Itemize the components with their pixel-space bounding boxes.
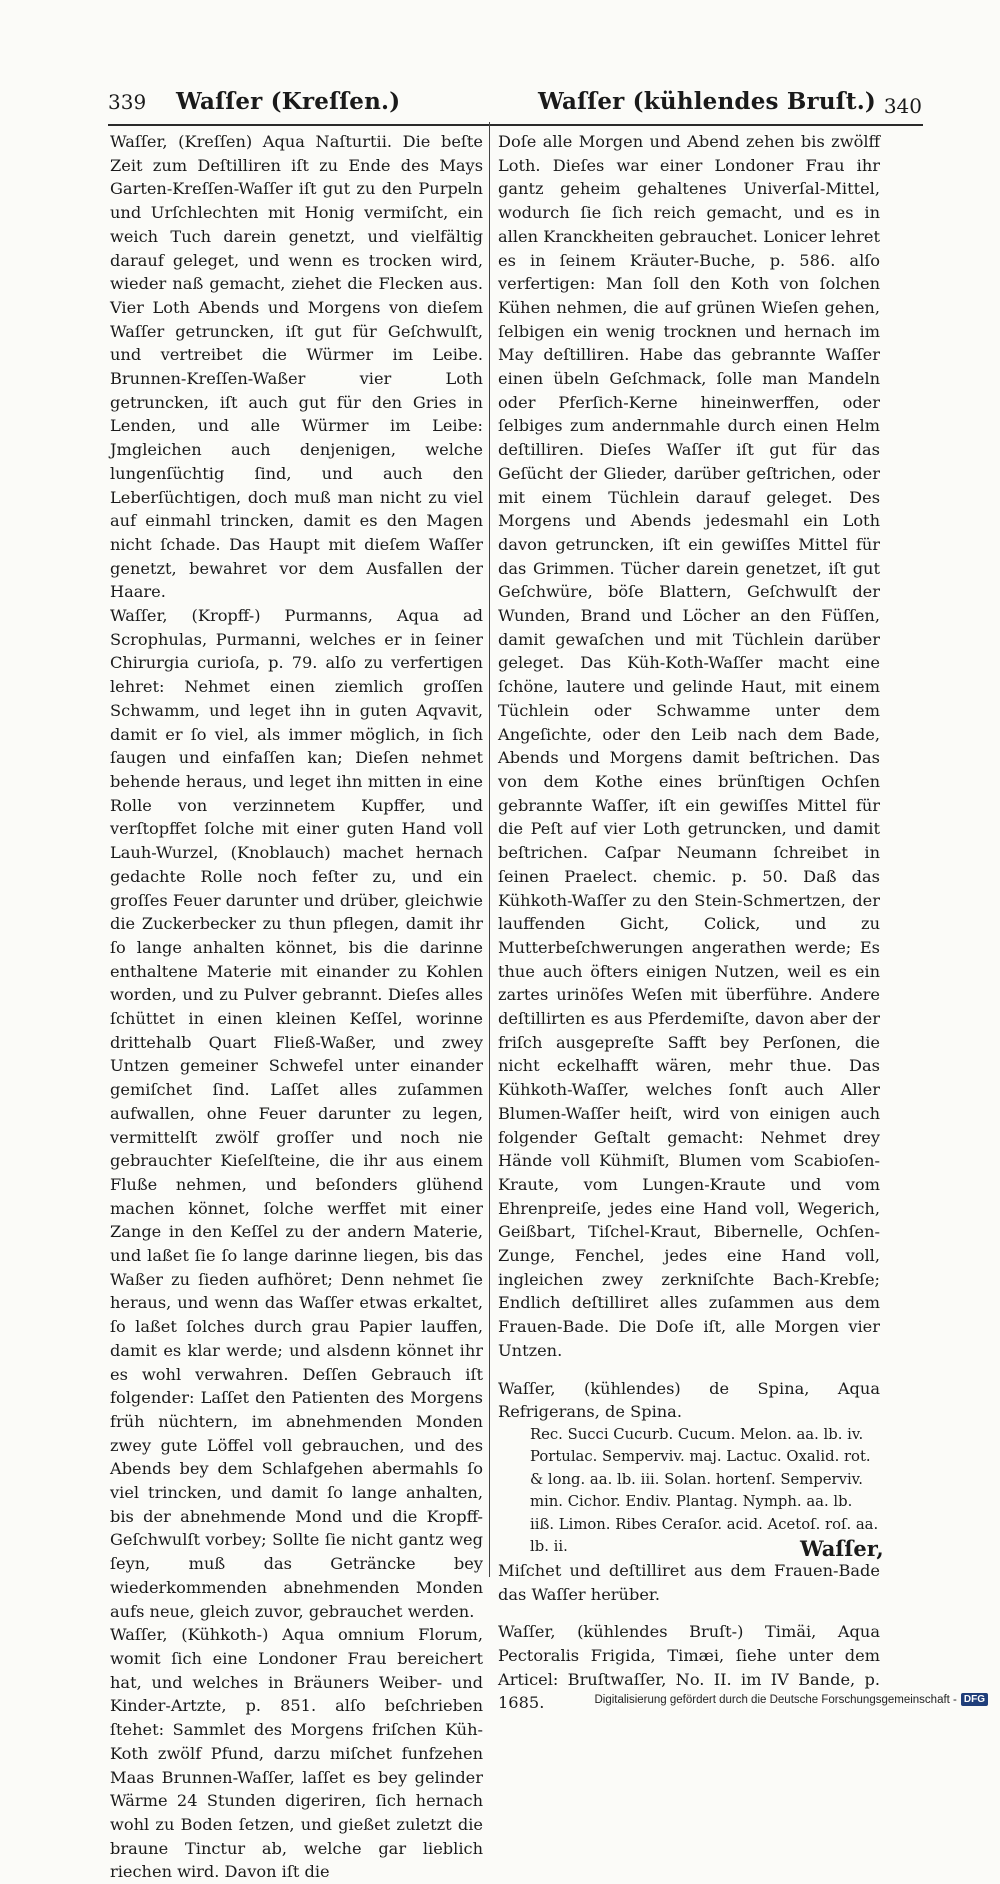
page-number-left: 339 [108,90,147,114]
running-head-left: Waſſer (Kreſſen.) [176,88,401,115]
footer-text: Digitalisierung gefördert durch die Deutsche Forschungsgemeinschaft - [594,1693,957,1706]
running-head-right: Waſſer (kühlendes Bruſt.) [538,88,876,115]
entry-gap [498,1606,880,1620]
right-column [498,130,880,1715]
entry-kuhkoth: Waſſer, (Kühkoth-) Aqua omnium Florum, womit ſich eine Londoner Frau bereichert hat, und welches in Bräuners Weiber- und Kinder-Artzte, p. 851. alſo beſchrieben ſtehet: Sammlet des Morgens friſchen Küh-Koth zwölf Pfund, darzu miſchet funfzehen Maas Brunnen-Waſſer, laſſet es bey gelinder Wärme 24 Stunden digeriren, ſich hernach wohl zu Boden ſetzen, und gießet zuletzt die braune Tinctur ab, welche gar lieblich riechen wird. Davon iſt die [110,1625,483,1882]
entry-spina: Waſſer, (kühlendes) de Spina, Aqua Refrigerans, de Spina. [498,1378,880,1422]
catchword: Waſſer, [800,1536,884,1561]
entry-kressen: Waſſer, (Kreſſen) Aqua Naſturtii. Die beſte Zeit zum Deſtilliren iſt zu Ende des Mays Garten-Kreſſen-Waſſer iſt gut zu den Purpeln und Urſchlechten mit Honig vermiſcht, ein weich Tuch darein genetzt, und vielfältig darauf geleget, und wenn es trocken wird, wieder naß gemacht, ziehet die Flecken aus. Vier Loth Abends und Morgens von dieſem Waſſer getruncken, iſt gut für Geſchwulſt, und vertreibet die Würmer im Leibe. Brunnen-Kreſſen-Waßer vier Loth getruncken, iſt auch gut für den Gries in Lenden, und alle Würmer im Leibe: Jmgleichen auch denjenigen, welche lungenſüchtig ſind, und auch den Leberſüchtigen, doch muß man nicht zu viel auf einmahl trincken, damit es den Magen nicht ſchade. Das Haupt mit dieſem Waſſer genetzt, bewahret vor dem Ausfallen der Haare. [110,132,483,602]
dfg-logo-icon: DFG [961,1693,988,1706]
page-header [108,88,922,122]
entry-spina-tail: Miſchet und deſtilliret aus dem Frauen-Bade das Waſſer herüber. [498,1560,880,1604]
entry-timai: Waſſer, (kühlendes Bruſt-) Timäi, Aqua Pectoralis Frigida, Timæi, ſiehe unter dem Articel: Bruſtwaſſer, No. II. im IV Bande, p. 1685. [498,1622,880,1713]
digitization-footer [594,1693,988,1706]
page-number-right: 340 [883,94,922,118]
recipe-block: Rec. Succi Cucurb. Cucum. Melon. aa. lb. iv. Portulac. Semperviv. maj. Lactuc. Oxalid. rot. & long. aa. lb. iii. Solan. hortenſ. Semperviv. min. Cichor. Endiv. Plantag. Nymph. aa. lb. iiß. Limon. Ribes Ceraſor. acid. Acetoſ. roſ. aa. lb. ii. [530,1425,879,1556]
entry-gap [498,1363,880,1377]
header-rule [108,124,923,126]
entry-kropff: Waſſer, (Kropff-) Purmanns, Aqua ad Scrophulas, Purmanni, welches er in ſeiner Chirurgia curioſa, p. 79. alſo zu verfertigen lehret: Nehmet einen ziemlich groſſen Schwamm, und leget ihn in guten Aqvavit, damit er ſo viel, als immer möglich, in ſich ſaugen und einfaſſen kan; Dieſen nehmet behende heraus, und leget ihn mitten in eine Rolle von verzinnetem Kupffer, und verſtopffet ſolche mit einer guten Hand voll Lauh-Wurzel, (Knoblauch) machet hernach gedachte Rolle noch feſter zu, und ein groſſes Feuer darunter und drüber, gleichwie die Zuckerbecker zu thun pflegen, damit ihr ſo lange anhalten könnet, bis die darinne enthaltene Materie mit einander zu Kohlen worden, und zu Pulver gebrannt. Dieſes alles ſchüttet in einen kleinen Keſſel, worinne drittehalb Quart Fließ-Waßer, und zwey Untzen gemeiner Schwefel unter einander gemiſchet ſind. Laſſet alles zuſammen aufwallen, ohne Feuer darunter zu legen, vermittelſt zwölf groſſer und noch nie gebrauchter Kieſelſteine, die ihr aus einem Fluße nehmen, und beſonders glühend machen könnet, ſolche werffet mit einer Zange in den Keſſel zu der andern Materie, und laßet ſie ſo lange darinne liegen, bis das Waßer zu ſieden aufhöret; Denn nehmet ſie heraus, und wenn das Waſſer etwas erkaltet, ſo laßet ſolches durch grau Papier lauffen, damit es klar werde; und alsdenn könnet ihr es wohl verwahren. Deſſen Gebrauch iſt folgender: Laſſet den Patienten des Morgens früh nüchtern, im abnehmenden Monden zwey gute Löffel voll gebrauchen, und des Abends bey dem Schlafgehen abermahls ſo viel trincken, und damit ſo lange anhalten, bis der abnehmende Mond und die Kropff-Geſchwulſt vorbey; Sollte ſie nicht gantz weg ſeyn, muß das Geträncke bey wiederkommenden abnehmenden Monden aufs neue, gleich zuvor, gebrauchet werden. [110,606,483,1621]
column-divider [489,122,490,1577]
entry-kuhkoth-continued: Doſe alle Morgen und Abend zehen bis zwölff Loth. Dieſes war einer Londoner Frau ihr gantz geheim gehaltenes Univerſal-Mittel, wodurch ſie ſich reich gemacht, und es in allen Kranckheiten gebrauchet. Lonicer lehret es in ſeinem Kräuter-Buche, p. 586. alſo verfertigen: Man ſoll den Koth von ſolchen Kühen nehmen, die auf grünen Wieſen gehen, ſelbigen ein wenig trocknen und hernach im May deſtilliren. Habe das gebrannte Waſſer einen übeln Geſchmack, ſolle man Mandeln oder Pferſich-Kerne hineinwerffen, oder ſelbiges zum andernmahle durch einen Helm deſtilliren. Dieſes Waſſer iſt gut für das Geſücht der Glieder, darüber geſtrichen, oder mit einem Tüchlein darauf geleget. Des Morgens und Abends jedesmahl ein Loth davon getruncken, iſt ein gewiſſes Mittel für das Grimmen. Tücher darein genetzet, iſt gut Geſchwüre, böſe Blattern, Geſchwulſt der Wunden, Brand und Löcher an den Füſſen, damit gewaſchen und mit Tüchlein darüber geleget. Das Küh-Koth-Waſſer macht eine ſchöne, lautere und gelinde Haut, mit einem Tüchlein oder Schwamme unter dem Angeſichte, oder den Leib nach dem Bade, Abends und Morgens damit beſtrichen. Das von dem Kothe eines brünſtigen Ochſen gebrannte Waſſer, iſt ein gewiſſes Mittel für die Peſt auf vier Loth getruncken, und damit beſtrichen. Caſpar Neumann ſchreibet in ſeinen Praelect. chemic. p. 50. Daß das Kühkoth-Waſſer zu den Stein-Schmertzen, der lauffenden Gicht, Colick, und zu Mutterbeſchwerungen angerathen werde; Es thue auch öfters einigen Nutzen, weil es ein zartes urinöſes Weſen mit überführe. Andere deſtillirten es aus Pferdemiſte, davon aber der friſch ausgepreſte Safft bey Perſonen, die nicht eckelhafft wären, mehr thue. Das Kühkoth-Waſſer, welches ſonſt auch Aller Blumen-Waſſer heiſt, wird von einigen auch folgender Geſtalt gemacht: Nehmet drey Hände voll Kühmiſt, Blumen vom Scabioſen-Kraute, vom Lungen-Kraute und vom Ehrenpreiſe, jedes eine Hand voll, Wegerich, Geißbart, Tiſchel-Kraut, Bibernelle, Ochſen-Zunge, Fenchel, jedes eine Hand voll, ingleichen zwey zerkniſchte Bach-Krebſe; Endlich deſtilliret alles zuſammen aus dem Frauen-Bade. Die Doſe iſt, alle Morgen vier Untzen. [498,132,880,1360]
left-column [110,130,483,1884]
